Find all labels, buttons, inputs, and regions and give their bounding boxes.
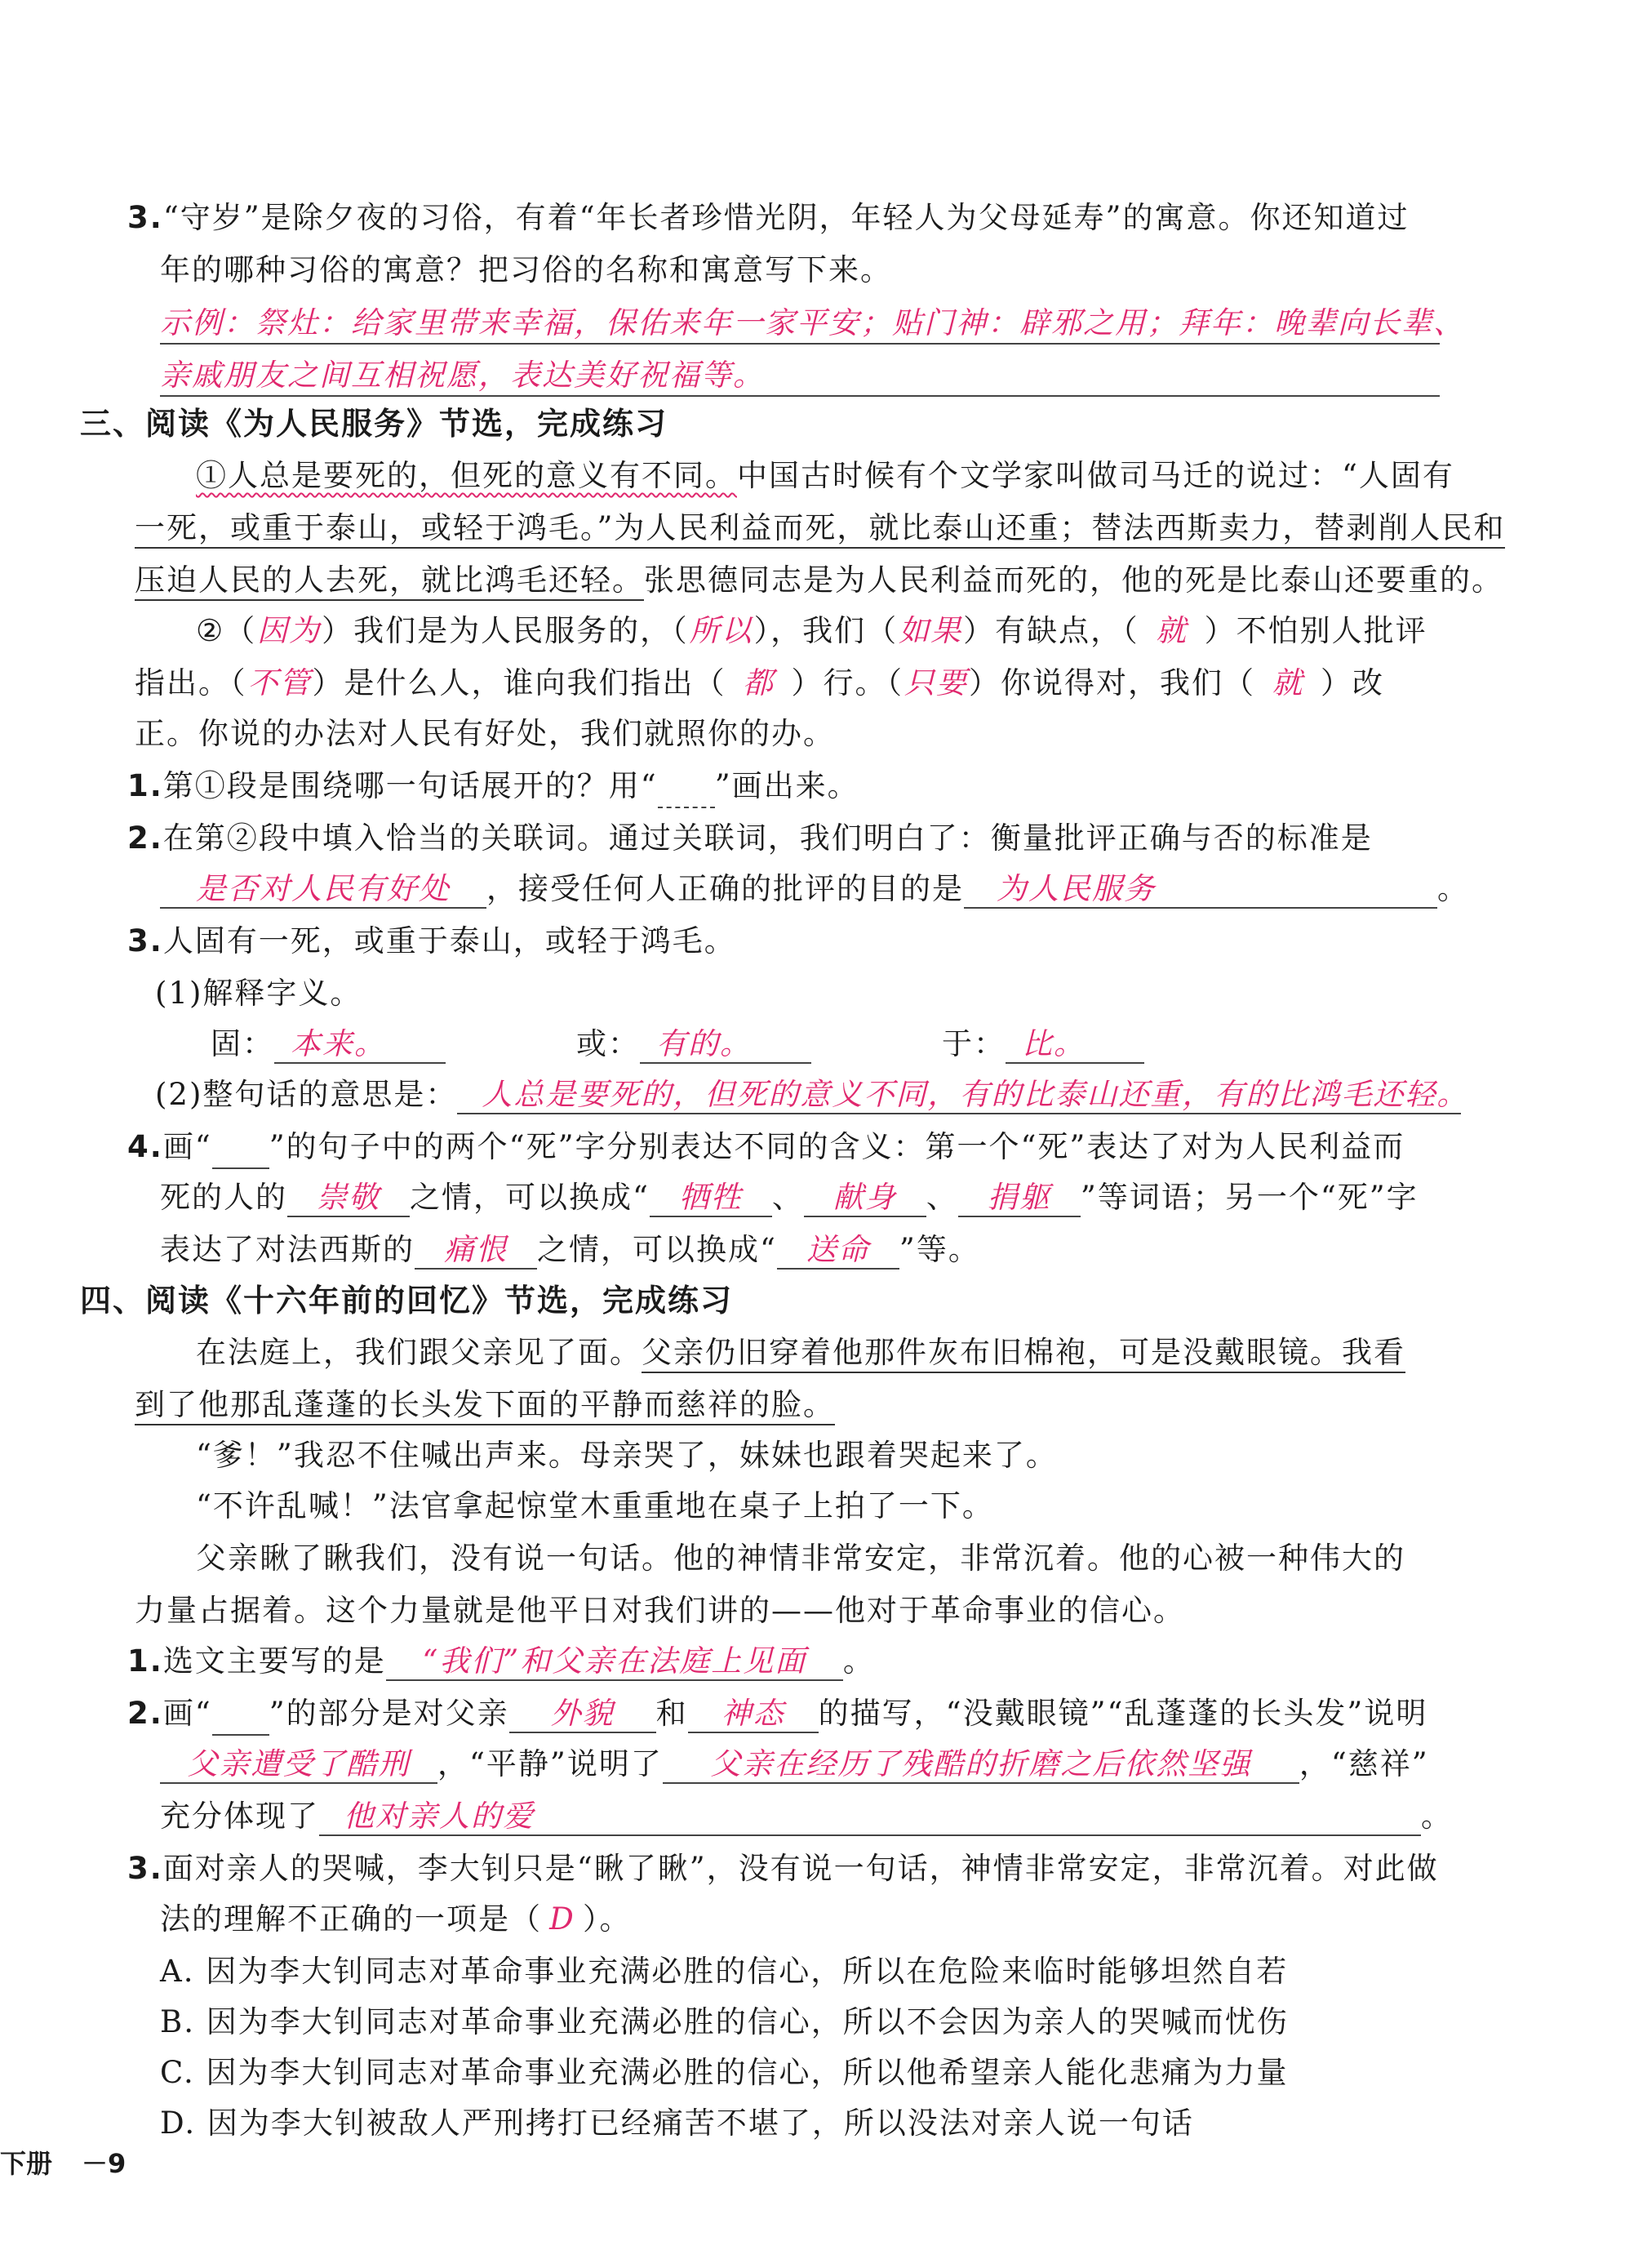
question-3-line2: 年的哪种习俗的寓意？把习俗的名称和寓意写下来。: [160, 252, 892, 287]
s3-question-2-line2: 是否对人民有好处 ，接受任何人正确的批评的目的是 为人民服务 。: [160, 869, 1469, 909]
option-a: A. 因为李大钊同志对革命事业充满必胜的信心，所以在危险来临时能够坦然自若: [160, 1954, 1289, 1989]
option-b: B. 因为李大钊同志对革命事业充满必胜的信心，所以不会因为亲人的哭喊而忧伤: [160, 2004, 1289, 2039]
answer-rule-2: [160, 395, 1440, 397]
passage-1-line2: 一死，或重于泰山，或轻于鸿毛。”为人民利益而死，就比泰山还重；替法西斯卖力，替剥削人民和: [135, 508, 1505, 549]
passage-3-line5: 父亲瞅了瞅我们，没有说一句话。他的神情非常安定，非常沉着。他的心被一种伟大的: [196, 1541, 1405, 1576]
footer-volume: 下册: [0, 2148, 53, 2179]
passage-3-line6: 力量占据着。这个力量就是他平日对我们讲的——他对于革命事业的信心。: [135, 1593, 1185, 1628]
question-3-line1: 3.“守岁”是除夕夜的习俗，有着“年长者珍惜光阴，年轻人为父母延寿”的寓意。你还知道过: [127, 200, 1410, 235]
answer-rule-1: [160, 343, 1440, 345]
s3-question-4-line2: 死的人的 崇敬 之情，可以换成“ 牺牲 、 献身 、 捐躯 ”等词语；另一个“死”字: [160, 1177, 1419, 1218]
passage-2-line2: 指出。（不管）是什么人，谁向我们指出（ 都 ）行。（只要）你说得对，我们（ 就 ）改: [135, 665, 1384, 700]
s3-question-4-line1: 4.画“ ”的句子中的两个“死”字分别表达不同的含义：第一个“死”表达了对为人民利益而: [127, 1127, 1405, 1169]
footer-page-number: －9: [82, 2148, 127, 2179]
section-3-title: 三、阅读《为人民服务》节选，完成练习: [80, 406, 668, 442]
s4-question-3-line1: 3.面对亲人的哭喊，李大钊只是“瞅了瞅”，没有说一句话，神情非常安定，非常沉着。对此做: [127, 1851, 1439, 1886]
s4-question-3-line2: 法的理解不正确的一项是（ D ）。: [160, 1901, 632, 1937]
s4-question-2-line1: 2.画“ ”的部分是对父亲 外貌 和 神态 的描写，“没戴眼镜”“乱蓬蓬的长头发”说明: [127, 1693, 1427, 1736]
passage-2-line3: 正。你说的办法对人民有好处，我们就照你的办。: [135, 716, 835, 751]
passage-3-line1: 在法庭上，我们跟父亲见了面。父亲仍旧穿着他那件灰布旧棉袍，可是没戴眼镜。我看: [196, 1332, 1405, 1373]
s3-question-3-chars: 固： 本来。 或： 有的。 于： 比。: [211, 1024, 1144, 1065]
s4-question-2-line2: 父亲遭受了酷刑 ，“平静”说明了 父亲在经历了残酷的折磨之后依然坚强 ，“慈祥”: [160, 1744, 1429, 1785]
s3-question-3: 3.人固有一死，或重于泰山，或轻于鸿毛。: [127, 923, 736, 958]
s3-question-3-sub1: (1)解释字义。: [155, 976, 362, 1011]
option-d: D. 因为李大钊被敌人严刑拷打已经痛苦不堪了，所以没法对亲人说一句话: [160, 2106, 1194, 2141]
passage-1-line1: ①人总是要死的，但死的意义有不同。中国古时候有个文学家叫做司马迁的说过：“人固有: [196, 458, 1454, 493]
passage-3-line2: 到了他那乱蓬蓬的长头发下面的平静而慈祥的脸。: [135, 1385, 835, 1425]
s3-question-3-sub2: (2)整句话的意思是： 人总是要死的，但死的意义不同，有的比泰山还重，有的比鸿毛还轻。: [155, 1074, 1461, 1115]
option-c: C. 因为李大钊同志对革命事业充满必胜的信心，所以他希望亲人能化悲痛为力量: [160, 2055, 1289, 2090]
passage-2-line1: ②（因为）我们是为人民服务的，（所以），我们（如果）有缺点，（ 就 ）不怕别人批评: [196, 613, 1427, 648]
answer-line-1: 示例：祭灶：给家里带来幸福，保佑来年一家平安；贴门神：辟邪之用；拜年：晚辈向长辈、: [160, 305, 1465, 340]
s3-question-2-line1: 2.在第②段中填入恰当的关联词。通过关联词，我们明白了：衡量批评正确与否的标准是: [127, 820, 1373, 856]
section-4-title: 四、阅读《十六年前的回忆》节选，完成练习: [80, 1283, 734, 1319]
answer-line-2: 亲戚朋友之间互相祝愿，表达美好祝福等。: [160, 358, 765, 393]
s4-question-2-line3: 充分体现了 他对亲人的爱 。: [160, 1796, 1453, 1837]
s4-question-1: 1.选文主要写的是 “我们”和父亲在法庭上见面 。: [127, 1641, 875, 1682]
passage-3-line4: “不许乱喊！”法官拿起惊堂木重重地在桌子上拍了一下。: [196, 1488, 994, 1523]
s3-question-1: 1.第①段是围绕哪一句话展开的？用“ ”画出来。: [127, 766, 859, 808]
passage-1-line3: 压迫人民的人去死，就比鸿毛还轻。张思德同志是为人民利益而死的，他的死是比泰山还要重的。: [135, 560, 1503, 601]
s3-question-4-line3: 表达了对法西斯的 痛恨 之情，可以换成“ 送命 ”等。: [160, 1230, 980, 1270]
wavy-mark-sample: [658, 766, 715, 808]
passage-3-line3: “爹！”我忍不住喊出声来。母亲哭了，妹妹也跟着哭起来了。: [196, 1438, 1058, 1473]
